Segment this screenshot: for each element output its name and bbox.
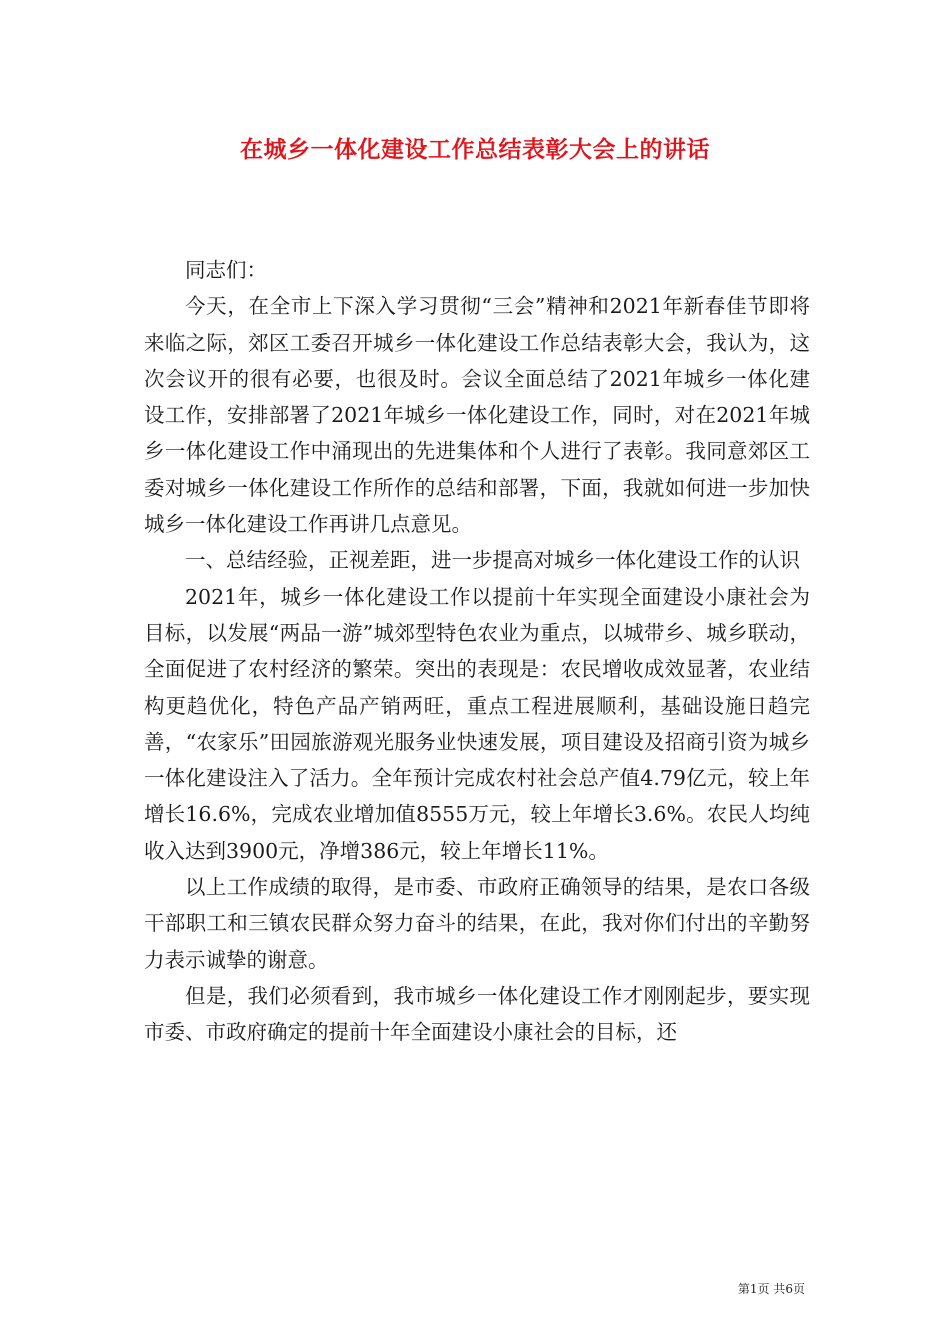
document-body [144,252,810,1051]
paragraph: 以上工作成绩的取得，是市委、市政府正确领导的结果，是农口各级干部职工和三镇农民群众努力奋斗的结果，在此，我对你们付出的辛勤努力表示诚挚的谢意。 [144,875,810,972]
page-number: 第1页 共6页 [737,1282,805,1296]
document-title: 在城乡一体化建设工作总结表彰大会上的讲话 [240,136,710,163]
salutation: 同志们： [185,258,267,282]
section-heading: 一、总结经验，正视差距，进一步提高对城乡一体化建设工作的认识 [185,548,800,573]
paragraph: 今天，在全市上下深入学习贯彻“三会”精神和2021年新春佳节即将来临之际，郊区工委召开城乡一体化建设工作总结表彰大会，我认为，这次会议开的很有必要，也很及时。会议全面总结了2021年城乡一体化建设工作，安排部署了2021年城乡一体化建设工作，同时，对在2021年城乡一体化建设工作中涌现出的先进集体和个人进行了表彰。我同意郊区工委对城乡一体化建设工作所作的总结和部署，下面，我就如何进一步加快城乡一体化建设工作再讲几点意见。 [144,294,810,537]
paragraph: 2021年，城乡一体化建设工作以提前十年实现全面建设小康社会为目标，以发展“两品一游”城郊型特色农业为重点，以城带乡、城乡联动，全面促进了农村经济的繁荣。突出的表现是：农民增收成效显著，农业结构更趋优化，特色产品产销两旺，重点工程进展顺利，基础设施日趋完善，“农家乐”田园旅游观光服务业快速发展，项目建设及招商引资为城乡一体化建设注入了活力。全年预计完成农村社会总产值4.79亿元，较上年增长16.6%，完成农业增加值8555万元，较上年增长3.6%。农民人均纯收入达到3900元，净增386元，较上年增长11%。 [144,584,810,863]
paragraph: 但是，我们必须看到，我市城乡一体化建设工作才刚刚起步，要实现市委、市政府确定的提前十年全面建设小康社会的目标，还 [144,983,810,1045]
